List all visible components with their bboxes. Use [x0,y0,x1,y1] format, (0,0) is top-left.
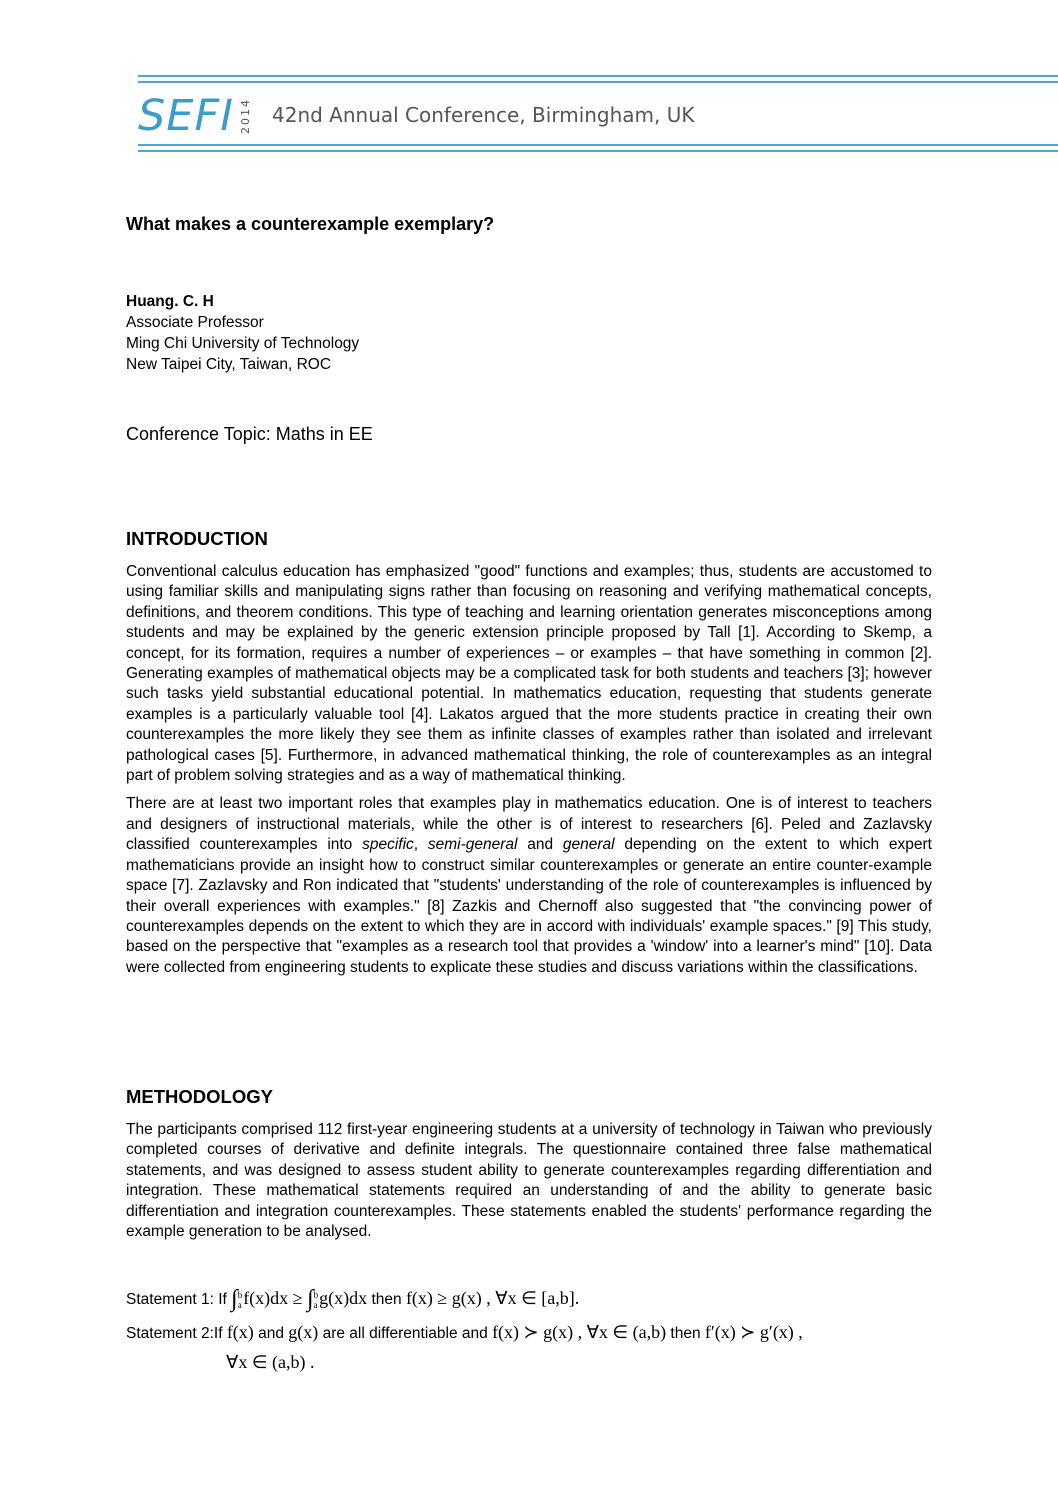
statement-1-conclusion: f(x) ≥ g(x) , ∀x ∈ [a,b]. [405,1288,580,1308]
header-rule-bottom-1 [138,144,1058,146]
statement-2-g: g(x) [288,1322,319,1342]
statement-2-domain: ∀x ∈ (a,b) . [226,1352,315,1372]
introduction-heading: INTRODUCTION [126,528,268,549]
intro-p2-part-a: There are at least two important roles that examples play in mathematics education. One is of interest to teachers and designers of instructional materials, while the other is of interest to researchers [6]. Peled and Zazlavsky classified counterexamples into [126,795,932,854]
integral-limits [238,1290,243,1310]
intro-p2-comma: , [413,836,428,854]
statement-1-integrand-g: g(x)dx [319,1288,368,1308]
statement-2-label: Statement 2:If [126,1325,227,1342]
sefi-logo-year: 2014 [238,98,252,134]
intro-term-general: general [562,836,615,854]
statement-2-and: and [253,1325,289,1342]
upper-limit: b [313,1289,319,1300]
conference-name: 42nd Annual Conference, Birmingham, UK [272,103,695,127]
statement-2 [126,1322,803,1343]
upper-limit: b [237,1289,243,1300]
intro-p2-and: and [517,836,563,854]
lower-limit: a [313,1299,318,1310]
statement-1 [126,1284,579,1311]
statement-1-label: Statement 1: If [126,1291,232,1308]
sefi-logo-text: SEFI [138,91,234,141]
author-location: New Taipei City, Taiwan, ROC [126,356,332,373]
introduction-section [126,528,932,986]
statement-2-f: f(x) [226,1322,254,1342]
intro-term-specific: specific [362,836,414,854]
integral-sign-icon: ∫ [307,1286,314,1312]
author-block [126,291,359,375]
statement-2-condition: f(x) ≻ g(x) , ∀x ∈ (a,b) [492,1322,667,1342]
paper-title: What makes a counterexample exemplary? [126,214,495,234]
author-position: Associate Professor [126,314,264,331]
statement-2-mid: are all differentiable and [318,1325,493,1342]
statement-2-conclusion: f′(x) ≻ g′(x) , [704,1322,803,1342]
sefi-logo [138,91,252,141]
intro-p2-part-b: depending on the extent to which expert mathematicians provide an insight how to construct similar counterexamples or generate an entire counter-example space [7]. Zazlavsky and Ron indicated that "students' understanding of the role of counterexamples is influenced by their overall experiences with examples." [8] Zazkis and Chernoff also suggested that "the convincing power of counterexamples depends on the extent to which they are in accord with individuals' example spaces." [9] This study, based on the perspective that "examples as a research tool that provides a 'window' into a learner's mind" [10]. Data were collected from engineering students to explicate these studies and discuss variations within the classifications. [126,836,932,976]
statement-1-integrand-f: f(x)dx ≥ [243,1288,308,1308]
statement-2-then: then [666,1325,705,1342]
integral-limits [314,1290,319,1310]
header-rule-bottom-2 [138,150,1058,152]
conference-topic: Conference Topic: Maths in EE [126,424,373,444]
methodology-heading: METHODOLOGY [126,1086,273,1107]
introduction-paragraph-1: Conventional calculus education has emphasized "good" functions and examples; thus, students are accustomed to using familiar skills and manipulating signs rather than focusing on reasoning and verifying mathematical concepts, definitions, and theorem conditions. This type of teaching and learning orientation generates misconceptions among students and may be explained by the generic extension principle proposed by Tall [1]. According to Skemp, a concept, for its formation, requires a number of experiences – or examples – that have something in common [2]. Generating examples of mathematical objects may be a complicated task for both students and teachers [3]; however such tasks yield substantial educational potential. In mathematics education, requesting that students generate examples is a particularly valuable tool [4]. Lakatos argued that the more students practice in creating their own counterexamples the more likely they see them as infinite classes of examples rather than isolated and irrelevant pathological cases [5]. Furthermore, in advanced mathematical thinking, the role of counterexamples as an integral part of problem solving strategies and as a way of mathematical thinking. [126,563,932,785]
lower-limit: a [237,1299,242,1310]
author-institution: Ming Chi University of Technology [126,335,360,352]
author-name: Huang. C. H [126,293,214,310]
statement-2-continuation [226,1352,314,1373]
intro-term-semi-general: semi-general [427,836,518,854]
header-rule-top-2 [138,81,1058,83]
integral-sign-icon: ∫ [231,1286,238,1312]
methodology-section [126,1086,932,1250]
introduction-paragraph-2 [126,794,932,978]
statement-1-then: then [371,1291,406,1308]
methodology-paragraph-1: The participants comprised 112 first-year engineering students at a university of technology in Taiwan who previously completed courses of derivative and definite integrals. The questionnaire contained three false mathematical statements, and was designed to assess student ability to generate counterexamples regarding differentiation and integration. These mathematical statements required an understanding of and the ability to generate basic differentiation and integration counterexamples. These statements enabled the students' performance regarding the example generation to be analysed. [126,1121,932,1241]
header-rule-top-1 [138,75,1058,77]
